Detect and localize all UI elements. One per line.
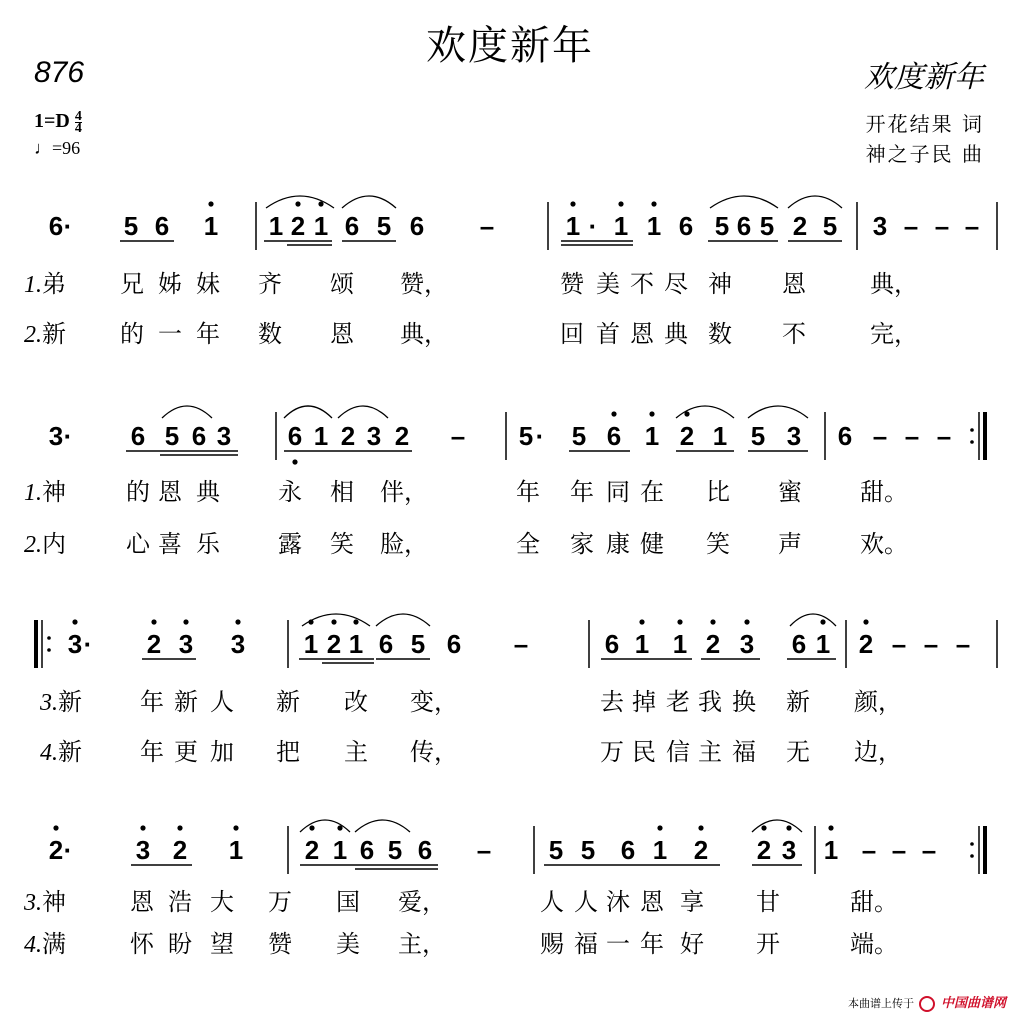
- octave-dot-high: [208, 201, 213, 206]
- octave-dot-high: [639, 619, 644, 624]
- note: 1: [823, 835, 839, 865]
- slur-arc: [284, 406, 332, 418]
- lyric-syllable: 年: [196, 320, 220, 348]
- aug-dot: ·: [63, 835, 73, 865]
- dash-note: –: [903, 211, 919, 241]
- lyric-syllable: 万: [600, 738, 624, 766]
- note: 6: [130, 421, 146, 451]
- lyric-syllable: 神: [42, 478, 66, 506]
- lyric-syllable: 家: [570, 530, 594, 558]
- note: 6: [791, 629, 807, 659]
- lyric-syllable: 新: [174, 688, 198, 716]
- note: 1: [644, 421, 660, 451]
- note: 1: [348, 629, 364, 659]
- lyric-syllable: 典: [196, 478, 220, 506]
- lyric-syllable: 端。: [850, 930, 898, 958]
- note: 6: [359, 835, 375, 865]
- dash-note: –: [479, 211, 495, 241]
- octave-dot-high: [649, 411, 654, 416]
- note: 1: [634, 629, 650, 659]
- lyric-syllable: 主: [698, 738, 722, 766]
- lyric-syllable: 怀: [130, 930, 154, 958]
- dash-note: –: [904, 421, 920, 451]
- lyric-syllable: 好: [680, 930, 704, 958]
- catalog-number: 876: [34, 56, 85, 89]
- lyric-syllable: 永: [278, 478, 302, 506]
- note: 5: [714, 211, 730, 241]
- repeat-dot: [970, 842, 974, 846]
- slur-arc: [376, 614, 430, 626]
- note: 2: [340, 421, 356, 451]
- octave-dot-high: [53, 825, 58, 830]
- lyric-syllable: 新: [42, 320, 66, 348]
- octave-dot-high: [318, 201, 323, 206]
- lyric-syllable: 爱，: [398, 888, 446, 916]
- octave-dot-high: [295, 201, 300, 206]
- note: 2: [48, 835, 64, 865]
- lyric-syllable: 心: [126, 530, 150, 558]
- lyric-syllable: 赐: [540, 930, 564, 958]
- note: 3: [135, 835, 151, 865]
- time-top: 4: [74, 108, 82, 124]
- lyric-syllable: 妹: [196, 270, 220, 298]
- octave-dot-high: [761, 825, 766, 830]
- note: 6: [604, 629, 620, 659]
- octave-dot-high: [710, 619, 715, 624]
- note: 3: [786, 421, 802, 451]
- lyric-syllable: 回: [560, 320, 584, 348]
- lyric-syllable: 换: [732, 688, 756, 716]
- lyric-syllable: 恩: [630, 320, 654, 348]
- tempo-value: =96: [52, 138, 81, 158]
- lyric-syllable: 赞: [268, 930, 292, 958]
- lyric-syllable: 恩: [130, 888, 154, 916]
- dash-note: –: [476, 835, 492, 865]
- note: 5: [580, 835, 596, 865]
- footer-brand: 中国曲谱网: [940, 996, 1006, 1011]
- note: 2: [693, 835, 709, 865]
- verse-number: 1.: [24, 272, 42, 298]
- repeat-dot: [47, 636, 51, 640]
- note: 2: [394, 421, 410, 451]
- repeat-dot: [970, 428, 974, 432]
- lyric-syllable: 典: [664, 320, 688, 348]
- octave-dot-high: [233, 825, 238, 830]
- lyric-syllable: 尽: [664, 270, 688, 298]
- note: 3: [178, 629, 194, 659]
- dash-note: –: [513, 629, 529, 659]
- slur-arc: [342, 196, 396, 208]
- note: 2: [858, 629, 874, 659]
- octave-dot-high: [698, 825, 703, 830]
- song-name: 欢度新年: [864, 60, 984, 95]
- lyric-syllable: 盼: [168, 930, 192, 958]
- lyric-syllable: 一: [158, 320, 182, 348]
- note: 2: [679, 421, 695, 451]
- lyric-syllable: 颜，: [854, 688, 902, 716]
- lyric-syllable: 福: [574, 930, 598, 958]
- verse-number: 4.: [24, 932, 42, 958]
- lyric-syllable: 甘: [756, 888, 780, 916]
- octave-dot-high: [72, 619, 77, 624]
- dash-note: –: [936, 421, 952, 451]
- octave-dot-high: [677, 619, 682, 624]
- slur-arc: [300, 820, 350, 832]
- note: 2: [326, 629, 342, 659]
- lyric-syllable: 喜: [158, 530, 182, 558]
- page-title: 欢度新年: [426, 23, 594, 69]
- note: 1: [313, 421, 329, 451]
- note: 3: [872, 211, 888, 241]
- note: 5: [376, 211, 392, 241]
- repeat-dot: [970, 854, 974, 858]
- lyric-syllable: 首: [596, 320, 620, 348]
- lyric-syllable: 乐: [196, 530, 220, 558]
- lyric-syllable: 弟: [42, 270, 66, 298]
- lyric-syllable: 更: [174, 738, 198, 766]
- lyric-syllable: 改: [344, 688, 368, 716]
- note: 6: [417, 835, 433, 865]
- dash-note: –: [450, 421, 466, 451]
- dash-note: –: [891, 629, 907, 659]
- octave-dot-high: [657, 825, 662, 830]
- lyric-syllable: 新: [276, 688, 300, 716]
- lyric-syllable: 恩: [158, 478, 182, 506]
- aug-dot: ·: [588, 211, 598, 241]
- footer: [848, 992, 1006, 1012]
- lyric-syllable: 开: [756, 930, 780, 958]
- note: 1: [613, 211, 629, 241]
- lyric-syllable: 沐: [606, 888, 630, 916]
- note: 2: [705, 629, 721, 659]
- note: 5: [759, 211, 775, 241]
- lyric-syllable: 福: [732, 738, 756, 766]
- lyric-syllable: 恩: [640, 888, 664, 916]
- note: 6: [606, 421, 622, 451]
- verse-number: 3.: [24, 890, 42, 916]
- lyric-syllable: 神: [708, 270, 732, 298]
- note: 1: [565, 211, 581, 241]
- lyric-syllable: 脸，: [380, 530, 428, 558]
- lyric-syllable: 的: [126, 478, 150, 506]
- slur-arc: [710, 196, 778, 208]
- aug-dot: ·: [535, 421, 545, 451]
- lyric-syllable: 数: [258, 320, 282, 348]
- note: 1: [313, 211, 329, 241]
- lyric-syllable: 甜。: [860, 478, 908, 506]
- dash-note: –: [923, 629, 939, 659]
- lyric-syllable: 兄: [120, 270, 144, 298]
- lyric-syllable: 人: [540, 888, 564, 916]
- lyric-syllable: 去: [600, 688, 624, 716]
- lyric-syllable: 完，: [870, 320, 918, 348]
- slur-arc: [338, 406, 388, 418]
- lyric-syllable: 蜜: [778, 478, 802, 506]
- octave-dot-high: [177, 825, 182, 830]
- lyric-syllable: 姊: [158, 270, 182, 298]
- lyric-syllable: 人: [210, 688, 234, 716]
- note: 3: [366, 421, 382, 451]
- lyric-syllable: 恩: [782, 270, 806, 298]
- lyric-syllable: 美: [596, 270, 620, 298]
- lyric-syllable: 赞，: [400, 270, 448, 298]
- lyric-syllable: 康: [606, 530, 630, 558]
- lyric-syllable: 万: [268, 888, 292, 916]
- note: 3: [781, 835, 797, 865]
- aug-dot: ·: [63, 211, 73, 241]
- key-label: 1=D: [34, 110, 70, 132]
- slur-arc: [788, 196, 842, 208]
- lyric-syllable: 比: [706, 478, 730, 506]
- note: 5: [410, 629, 426, 659]
- lyric-syllable: 神: [42, 888, 66, 916]
- note: 1: [646, 211, 662, 241]
- lyric-syllable: 民: [632, 738, 656, 766]
- note: 6: [48, 211, 64, 241]
- aug-dot: ·: [83, 629, 93, 659]
- lyric-syllable: 浩: [168, 888, 192, 916]
- lyric-syllable: 年: [140, 688, 164, 716]
- note: 1: [712, 421, 728, 451]
- note: 1: [228, 835, 244, 865]
- site-logo-icon: [919, 996, 935, 1012]
- note: 1: [672, 629, 688, 659]
- lyric-syllable: 数: [708, 320, 732, 348]
- octave-dot-high: [151, 619, 156, 624]
- note: 2: [146, 629, 162, 659]
- slur-arc: [790, 614, 836, 626]
- note: 6: [191, 421, 207, 451]
- lyric-syllable: 把: [276, 738, 300, 766]
- slur-arc: [676, 406, 734, 418]
- lyric-syllable: 健: [640, 530, 664, 558]
- dash-note: –: [872, 421, 888, 451]
- octave-dot-low: [292, 459, 297, 464]
- lyric-syllable: 不: [782, 320, 806, 348]
- slur-arc: [748, 406, 808, 418]
- aug-dot: ·: [63, 421, 73, 451]
- note: 5: [164, 421, 180, 451]
- lyric-syllable: 的: [120, 320, 144, 348]
- octave-dot-high: [353, 619, 358, 624]
- note: 5: [387, 835, 403, 865]
- verse-number: 2.: [24, 532, 42, 558]
- note: 6: [446, 629, 462, 659]
- note: 2: [792, 211, 808, 241]
- note: 1: [203, 211, 219, 241]
- lyric-syllable: 新: [786, 688, 810, 716]
- lyric-syllable: 年: [140, 738, 164, 766]
- lyric-syllable: 我: [698, 688, 722, 716]
- octave-dot-high: [309, 825, 314, 830]
- verse-number: 1.: [24, 480, 42, 506]
- octave-dot-high: [618, 201, 623, 206]
- note: 5: [548, 835, 564, 865]
- lyric-syllable: 同: [606, 478, 630, 506]
- note: 6: [344, 211, 360, 241]
- note: 6: [287, 421, 303, 451]
- octave-dot-high: [820, 619, 825, 624]
- time-bottom: 4: [74, 120, 82, 136]
- lyric-syllable: 美: [336, 930, 360, 958]
- lyric-syllable: 赞: [560, 270, 584, 298]
- lyric-syllable: 享: [680, 888, 704, 916]
- lyric-syllable: 年: [640, 930, 664, 958]
- octave-dot-high: [570, 201, 575, 206]
- lyric-syllable: 颂: [330, 270, 354, 298]
- note: 2: [756, 835, 772, 865]
- octave-dot-high: [235, 619, 240, 624]
- lyric-syllable: 主，: [398, 930, 446, 958]
- lyric-syllable: 望: [210, 930, 234, 958]
- note: 3: [67, 629, 83, 659]
- octave-dot-high: [786, 825, 791, 830]
- octave-dot-high: [863, 619, 868, 624]
- lyric-syllable: 笑: [330, 530, 354, 558]
- octave-dot-high: [828, 825, 833, 830]
- repeat-dot: [970, 440, 974, 444]
- lyric-syllable: 齐: [258, 270, 282, 298]
- note: 1: [332, 835, 348, 865]
- note: 1: [652, 835, 668, 865]
- note: 3: [216, 421, 232, 451]
- lyric-syllable: 新: [58, 688, 82, 716]
- note: 1: [268, 211, 284, 241]
- note: 2: [172, 835, 188, 865]
- dash-note: –: [955, 629, 971, 659]
- slur-arc: [752, 820, 802, 832]
- quarter-note-icon: ♩: [34, 138, 52, 158]
- lyric-syllable: 全: [516, 530, 540, 558]
- lyric-syllable: 欢。: [860, 530, 908, 558]
- lyric-syllable: 年: [570, 478, 594, 506]
- octave-dot-high: [183, 619, 188, 624]
- octave-dot-high: [651, 201, 656, 206]
- dash-note: –: [891, 835, 907, 865]
- lyric-syllable: 在: [640, 478, 664, 506]
- octave-dot-high: [140, 825, 145, 830]
- note: 3: [739, 629, 755, 659]
- lyric-syllable: 伴，: [380, 478, 428, 506]
- lyric-syllable: 边，: [854, 738, 902, 766]
- lyric-syllable: 变，: [410, 688, 458, 716]
- lyric-syllable: 声: [778, 530, 802, 558]
- repeat-dot: [47, 648, 51, 652]
- note: 6: [154, 211, 170, 241]
- composer-credit: 神之子民 曲: [865, 142, 984, 166]
- note: 5: [571, 421, 587, 451]
- lyric-syllable: 老: [666, 688, 690, 716]
- note: 1: [815, 629, 831, 659]
- lyric-syllable: 恩: [330, 320, 354, 348]
- note: 2: [304, 835, 320, 865]
- note: 6: [678, 211, 694, 241]
- lyric-syllable: 新: [58, 738, 82, 766]
- octave-dot-high: [331, 619, 336, 624]
- verse-number: 4.: [40, 740, 58, 766]
- lyric-syllable: 满: [42, 930, 66, 958]
- note: 5: [822, 211, 838, 241]
- note: 2: [290, 211, 306, 241]
- lyric-syllable: 国: [336, 888, 360, 916]
- note: 6: [620, 835, 636, 865]
- note: 5: [518, 421, 534, 451]
- lyric-syllable: 典，: [870, 270, 918, 298]
- note: 3: [230, 629, 246, 659]
- note: 6: [409, 211, 425, 241]
- lyric-syllable: 加: [210, 738, 234, 766]
- octave-dot-high: [611, 411, 616, 416]
- lyric-syllable: 一: [606, 930, 630, 958]
- slur-arc: [266, 196, 334, 208]
- lyric-syllable: 露: [278, 530, 302, 558]
- note: 6: [378, 629, 394, 659]
- lyricist-credit: 开花结果 词: [865, 112, 984, 136]
- note: 1: [303, 629, 319, 659]
- dash-note: –: [861, 835, 877, 865]
- footer-prefix: 本曲谱上传于: [847, 997, 914, 1010]
- dash-note: –: [934, 211, 950, 241]
- dash-note: –: [921, 835, 937, 865]
- lyric-syllable: 年: [516, 478, 540, 506]
- lyric-syllable: 内: [42, 530, 66, 558]
- verse-number: 3.: [40, 690, 58, 716]
- lyric-syllable: 传，: [410, 738, 458, 766]
- lyric-syllable: 相: [330, 478, 354, 506]
- note: 6: [736, 211, 752, 241]
- lyric-syllable: 无: [786, 738, 810, 766]
- lyric-syllable: 不: [630, 270, 654, 298]
- note: 5: [123, 211, 139, 241]
- verse-number: 2.: [24, 322, 42, 348]
- lyric-syllable: 甜。: [850, 888, 898, 916]
- note: 3: [48, 421, 64, 451]
- lyric-syllable: 大: [210, 888, 234, 916]
- lyric-syllable: 掉: [632, 688, 656, 716]
- dash-note: –: [964, 211, 980, 241]
- note: 5: [750, 421, 766, 451]
- octave-dot-high: [744, 619, 749, 624]
- lyric-syllable: 典，: [400, 320, 448, 348]
- lyric-syllable: 人: [574, 888, 598, 916]
- slur-arc: [355, 820, 410, 832]
- slur-arc: [162, 406, 212, 418]
- lyric-syllable: 信: [666, 738, 690, 766]
- lyric-syllable: 主: [344, 738, 368, 766]
- note: 6: [837, 421, 853, 451]
- lyric-syllable: 笑: [706, 530, 730, 558]
